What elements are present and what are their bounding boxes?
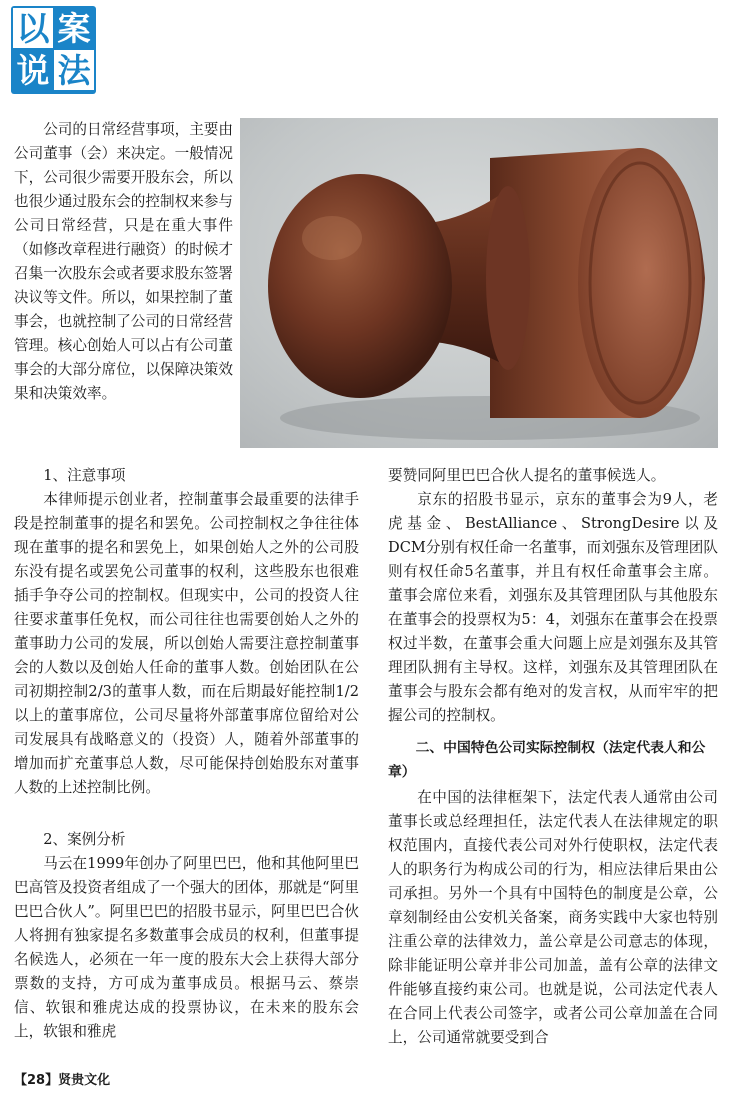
seal-stamp-photo (240, 118, 718, 448)
logo-char-3: 说 (16, 50, 50, 90)
intro-paragraph: 公司的日常经营事项，主要由公司董事（会）来决定。一般情况下，公司很少需要开股东会，所以也很少通过股东会的控制权来参与公司日常经营，只是在重大事件（如修改章程进行融资）的时候才召集一次股东会或者要求股东签署决议等文件。所以，如果控制了董事会，也就控制了公司的日常经营管理。核心创始人可以占有公司董事会的大部分席位，以保障决策效果和决策效率。 (14, 121, 233, 402)
logo-char-4: 法 (54, 50, 94, 90)
section-1-title: 1、注意事项 (43, 467, 126, 484)
jd-paragraph: 京东的招股书显示，京东的董事会为9人，老虎基金、BestAlliance、StrongDesire以及DCM分别有权任命一名董事，而刘强东及管理团队则有权任命5名董事，并且有权任命董事会主席。董事会席位来看，刘强东及其管理团队与其他股东在董事会的投票权为5：4，刘强东在董事会在投票权过半数，在董事会重大问题上应是刘强东及其管理团队拥有主导权。这样，刘强东及其管理团队在董事会与股东会都有绝对的发言权，从而牢牢的把握公司的控制权。 (388, 491, 718, 724)
page-footer: 【28】贤贵文化 (14, 1073, 111, 1088)
logo-char-2: 案 (57, 8, 91, 48)
seal-stamp-illustration (240, 118, 718, 448)
section-1-body: 本律师提示创业者，控制董事会最重要的法律手段是控制董事的提名和罢免。公司控制权之争往往体现在董事的提名和罢免上，如果创始人之外的公司股东没有提名或罢免公司董事的权利，这些股东也很难插手争夺公司的控制权。但现实中，公司的投资人往往要求董事任免权，而公司往往也需要创始人之外的董事助力公司的发展，所以创始人需要注意控制董事会的人数以及创始人任命的董事人数。创始团队在公司初期控制2/3的董事人数，而在后期最好能控制1/2以上的董事席位，公司尽量将外部董事席位留给对公司发展具有战略意义的（投资）人，随着外部董事的增加而扩充董事总人数，尽可能保持创始股东对董事人数的上述控制比例。 (14, 491, 359, 796)
column-logo (11, 6, 96, 94)
logo-char-1: 以 (13, 8, 53, 48)
section-2-body: 马云在1999年创办了阿里巴巴，他和其他阿里巴巴高管及投资者组成了一个强大的团体，那就是“阿里巴巴合伙人”。阿里巴巴的招股书显示，阿里巴巴合伙人将拥有独家提名多数董事会成员的权利，但董事提名候选人，必须在一年一度的股东大会上获得大部分票数的支持，方可成为董事成员。根据马云、蔡崇信、软银和雅虎达成的投票协议，在未来的股东会上，软银和雅虎 (14, 855, 359, 1040)
section-2-title: 2、案例分析 (43, 831, 126, 848)
section-3-title: 二、中国特色公司实际控制权（法定代表人和公章） (388, 740, 706, 780)
section-3-body: 在中国的法律框架下，法定代表人通常由公司董事长或总经理担任，法定代表人在法律规定的职权范围内，直接代表公司对外行使职权，法定代表人的职务行为构成公司的行为，相应法律后果由公司承担。另外一个具有中国特色的制度是公章，公章刻制经由公安机关备案，商务实践中大家也特别注重公章的法律效力，盖公章是公司意志的体现，除非能证明公章并非公司加盖，盖有公章的法律文件能够直接约束公司。也就是说，公司法定代表人在合同上代表公司签字，或者公司公章加盖在合同上，公司通常就要受到合 (388, 789, 718, 1046)
right-continuation: 要赞同阿里巴巴合伙人提名的董事候选人。 (388, 467, 666, 484)
